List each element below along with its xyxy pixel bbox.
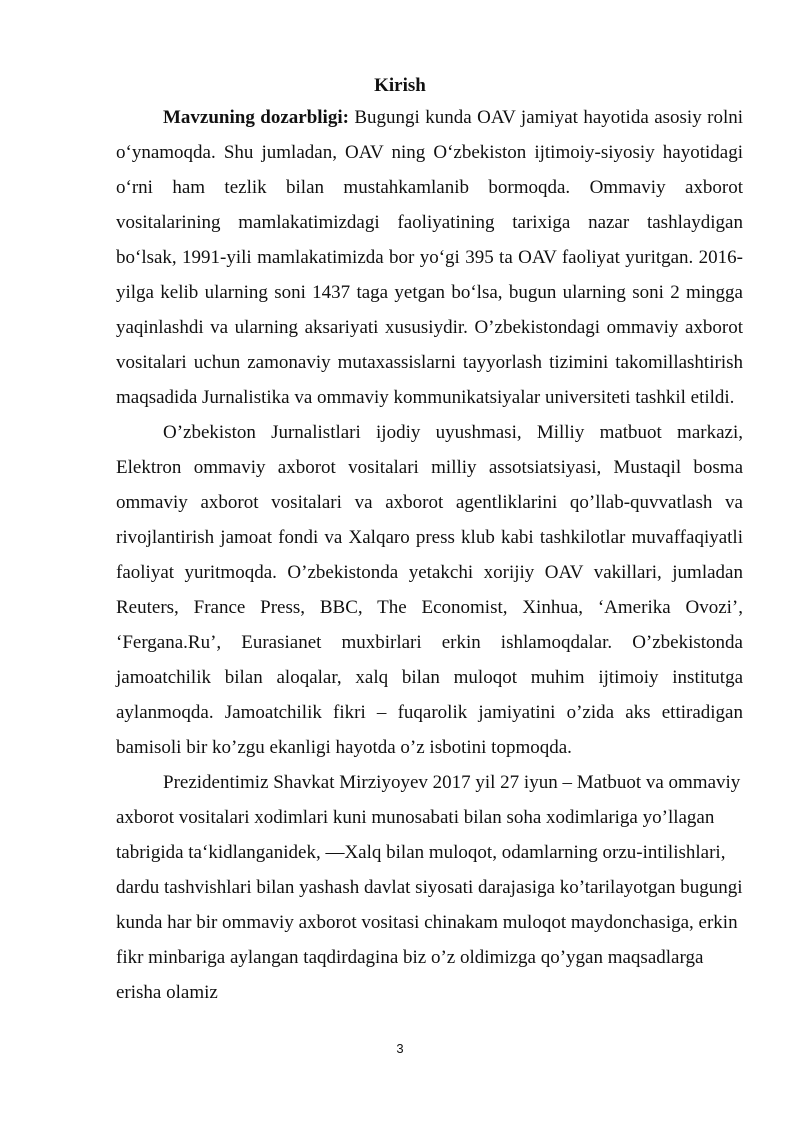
paragraph-organizations: O’zbekiston Jurnalistlari ijodiy uyushmasi, Milliy matbuot markazi, Elektron ommaviy axborot vositalari milliy assotsiatsiyasi, Mustaqil bosma ommaviy axborot vositalari va axborot agentliklarini qo’llab-quvvatlash va rivojlantirish jamoat fondi va Xalqaro press klub kabi tashkilotlar muvaffaqiyatli faoliyat yuritmoqda. O’zbekistonda yetakchi xorijiy OAV vakillari, jumladan Reuters, France Press, BBC, The Economist, Xinhua, ‘Amerika Ovozi’, ‘Fergana.Ru’, Eurasianet muxbirlari erkin ishlamoqdalar. O’zbekistonda jamoatchilik bilan aloqalar, xalq bilan muloqot muhim ijtimoiy institutga aylanmoqda. Jamoatchilik fikri – fuqarolik jamiyatini o’zida aks ettiradigan bamisoli bir ko’zgu ekanligi hayotda o’z isbotini topmoqda.	[116, 422, 743, 758]
paragraph-lead-bold: Mavzuning dozarbligi:	[163, 107, 349, 128]
page-heading: Kirish	[374, 75, 426, 96]
document-body	[116, 100, 743, 1010]
page-number: 3	[396, 1041, 404, 1056]
paragraph-text: Bugungi kunda OAV jamiyat hayotida asosiy rolni o‘ynamoqda. Shu jumladan, OAV ning O‘zbekiston ijtimoiy-siyosiy hayotidagi o‘rni ham tezlik bilan mustahkamlanib bormoqda. Ommaviy axborot vositalarining mamlakatimizdagi faoliyatining tarixiga nazar tashlaydigan bo‘lsak, 1991-yili mamlakatimizda bor yo‘gi 395 ta OAV faoliyat yuritgan. 2016- yilga kelib ularning soni 1437 taga yetgan bo‘lsa, bugun ularning soni 2 mingga yaqinlashdi va ularning aksariyati xususiydir. O’zbekistondagi ommaviy axborot vositalari uchun zamonaviy mutaxassislarni tayyorlash tizimini takomillashtirish maqsadida Jurnalistika va ommaviy kommunikatsiyalar universiteti tashkil etildi.	[116, 107, 744, 408]
paragraph-president-quote: Prezidentimiz Shavkat Mirziyoyev 2017 yil 27 iyun – Matbuot va ommaviy axborot vositalari xodimlari kuni munosabati bilan soha xodimlariga yo’llagan tabrigida ta‘kidlanganidek, ―Xalq bilan muloqot, odamlarning orzu-intilishlari, dardu tashvishlari bilan yashash davlat siyosati darajasiga ko’tarilayotgan bugungi kunda har bir ommaviy axborot vositasi chinakam muloqot maydonchasiga, erkin fikr minbariga aylangan taqdirdagina biz o’z oldimizga qo’ygan maqsadlarga erisha olamiz	[116, 772, 743, 1003]
paragraph-relevance	[116, 100, 743, 415]
